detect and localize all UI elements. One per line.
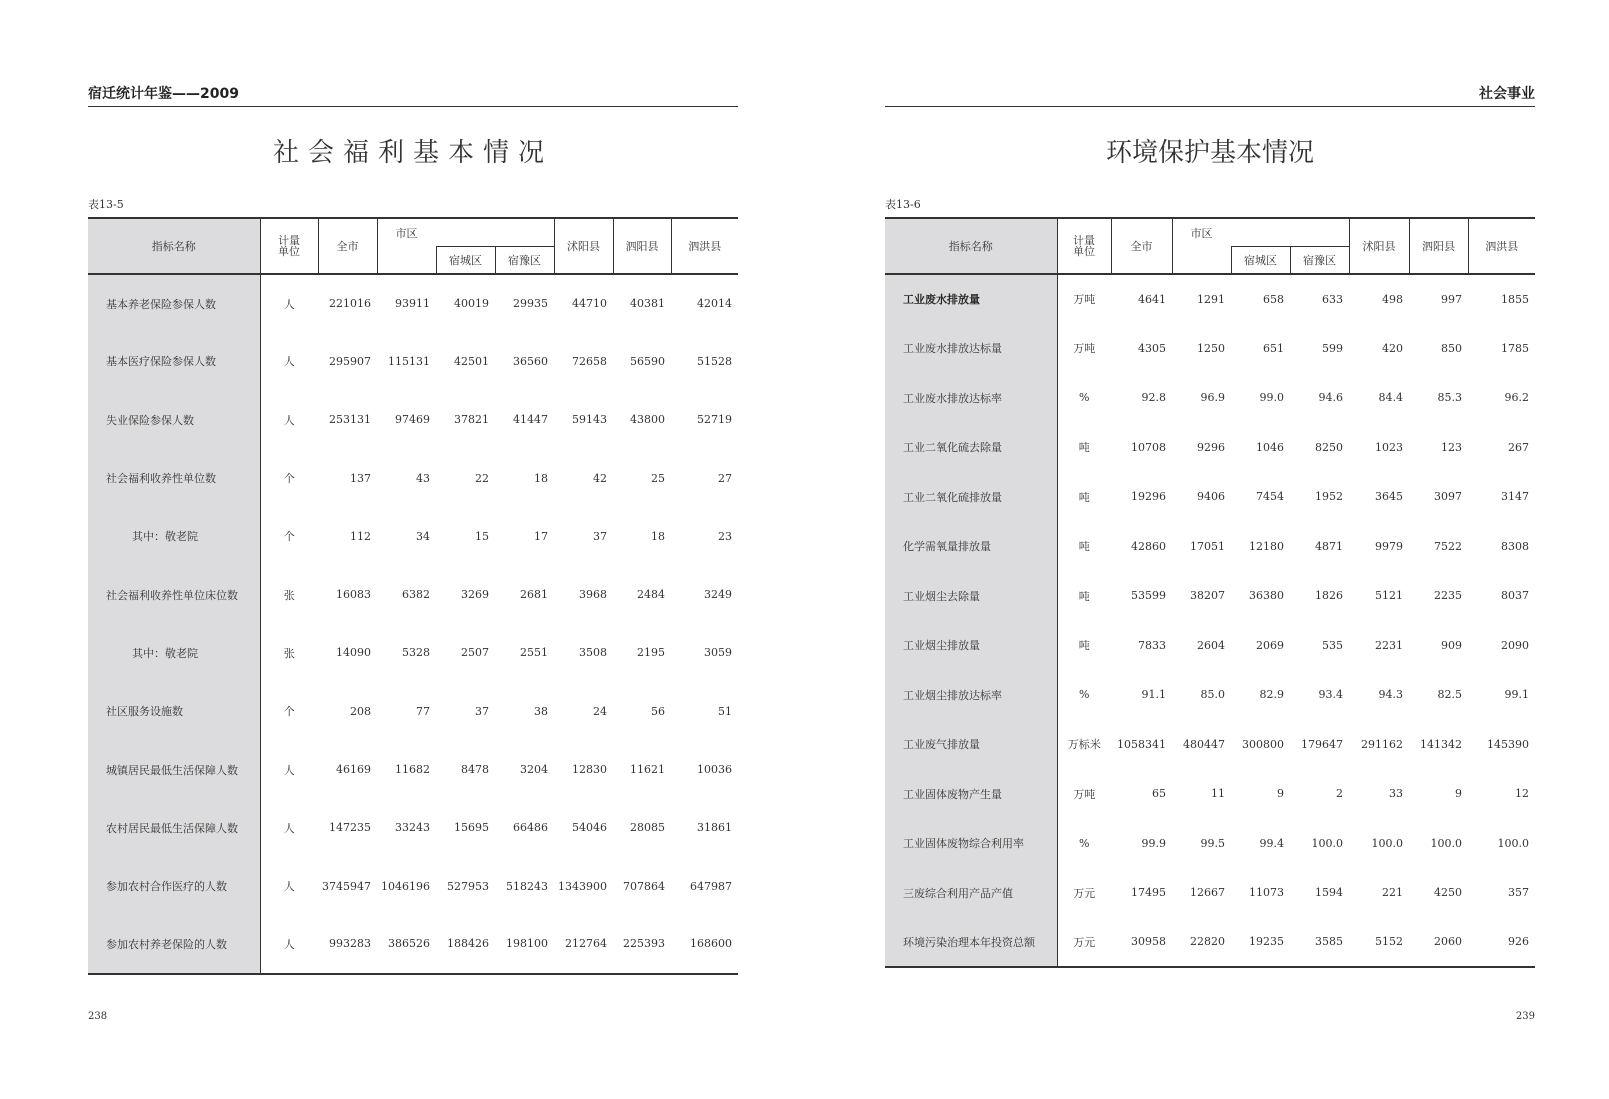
row-value-cell: 1250 bbox=[1197, 341, 1225, 355]
row-indicator-name: 社会福利收养性单位数 bbox=[88, 449, 260, 507]
row-value-cell: 12830 bbox=[572, 763, 607, 777]
table-row bbox=[885, 819, 1535, 869]
table-row bbox=[88, 449, 738, 507]
row-value-cell: 141342 bbox=[1420, 737, 1462, 751]
row-value-cell: 291162 bbox=[1361, 737, 1403, 751]
row-value-cell: 38 bbox=[534, 704, 548, 718]
row-value-cell: 4250 bbox=[1434, 886, 1462, 900]
row-value-cell: 42501 bbox=[454, 354, 489, 368]
row-value-cell: 12 bbox=[1515, 787, 1529, 801]
row-value-cell: 850 bbox=[1441, 341, 1462, 355]
row-indicator-name: 工业二氧化硫去除量 bbox=[885, 423, 1057, 473]
row-value-cell: 41447 bbox=[513, 413, 548, 427]
row-value-cell: 56590 bbox=[630, 354, 665, 368]
row-value-cell: 647987 bbox=[690, 879, 732, 893]
row-value-cell: 2231 bbox=[1375, 638, 1403, 652]
row-value-cell: 37 bbox=[593, 529, 607, 543]
row-value-cell: 3585 bbox=[1315, 935, 1343, 949]
table-row bbox=[885, 720, 1535, 770]
header-siyang: 泗阳县 bbox=[1409, 218, 1468, 274]
row-indicator-name: 失业保险参保人数 bbox=[88, 391, 260, 449]
row-value-cell: 2235 bbox=[1434, 589, 1462, 603]
row-value-cell: 10708 bbox=[1131, 440, 1166, 454]
page-number: 239 bbox=[1515, 1011, 1535, 1022]
row-value-cell: 100.0 bbox=[1430, 836, 1462, 850]
row-value-cell: 5152 bbox=[1375, 935, 1403, 949]
row-value-cell: 1023 bbox=[1375, 440, 1403, 454]
row-value-cell: 707864 bbox=[623, 879, 665, 893]
row-value-cell: 33 bbox=[1389, 787, 1403, 801]
row-indicator-name: 社区服务设施数 bbox=[88, 682, 260, 740]
row-value-cell: 909 bbox=[1441, 638, 1462, 652]
row-value-cell: 15 bbox=[475, 529, 489, 543]
row-value-cell: 2 bbox=[1336, 787, 1343, 801]
row-value-cell: 100.0 bbox=[1371, 836, 1403, 850]
row-indicator-name: 工业废水排放达标量 bbox=[885, 324, 1057, 374]
row-unit: 张 bbox=[283, 588, 295, 602]
row-value-cell: 633 bbox=[1322, 292, 1343, 306]
row-value-cell: 93.4 bbox=[1318, 688, 1343, 702]
table-row bbox=[885, 274, 1535, 324]
row-unit: 吨 bbox=[1078, 490, 1090, 504]
row-indicator-name: 工业烟尘排放量 bbox=[885, 621, 1057, 671]
row-value-cell: 40381 bbox=[630, 297, 665, 311]
row-value-cell: 3269 bbox=[461, 588, 489, 602]
row-value-cell: 2484 bbox=[637, 588, 665, 602]
row-value-cell: 28085 bbox=[630, 821, 665, 835]
header-sihong: 泗洪县 bbox=[1468, 218, 1535, 274]
row-value-cell: 2507 bbox=[461, 646, 489, 660]
row-value-cell: 97469 bbox=[395, 413, 430, 427]
row-value-cell: 92.8 bbox=[1141, 391, 1166, 405]
table-row bbox=[885, 522, 1535, 572]
row-value-cell: 420 bbox=[1382, 341, 1403, 355]
row-value-cell: 9 bbox=[1455, 787, 1462, 801]
row-value-cell: 27 bbox=[718, 471, 732, 485]
page-number: 238 bbox=[88, 1011, 108, 1022]
row-value-cell: 65 bbox=[1152, 787, 1166, 801]
row-value-cell: 22820 bbox=[1190, 935, 1225, 949]
header-city: 全市 bbox=[318, 218, 377, 274]
row-value-cell: 23 bbox=[718, 529, 732, 543]
row-value-cell: 1291 bbox=[1197, 292, 1225, 306]
table-row bbox=[88, 799, 738, 857]
row-value-cell: 179647 bbox=[1301, 737, 1343, 751]
table-row bbox=[885, 868, 1535, 918]
row-unit: 万吨 bbox=[1073, 342, 1096, 356]
row-value-cell: 1046196 bbox=[381, 879, 430, 893]
row-value-cell: 4641 bbox=[1138, 292, 1166, 306]
row-value-cell: 9406 bbox=[1197, 490, 1225, 504]
row-value-cell: 2060 bbox=[1434, 935, 1462, 949]
row-unit: 人 bbox=[283, 297, 295, 311]
row-value-cell: 2681 bbox=[520, 588, 548, 602]
row-value-cell: 99.1 bbox=[1504, 688, 1529, 702]
row-value-cell: 30958 bbox=[1131, 935, 1166, 949]
row-value-cell: 24 bbox=[593, 704, 607, 718]
running-head-left bbox=[88, 86, 738, 107]
table-row bbox=[885, 571, 1535, 621]
row-unit: 人 bbox=[283, 413, 295, 427]
row-value-cell: 46169 bbox=[336, 763, 371, 777]
row-indicator-name: 农村居民最低生活保障人数 bbox=[88, 799, 260, 857]
header-siyang: 泗阳县 bbox=[613, 218, 671, 274]
row-value-cell: 54046 bbox=[572, 821, 607, 835]
row-value-cell: 85.3 bbox=[1437, 391, 1462, 405]
running-head-right bbox=[885, 86, 1535, 107]
header-district-blank bbox=[377, 246, 436, 274]
row-indicator-name: 工业废水排放达标率 bbox=[885, 373, 1057, 423]
table-row bbox=[88, 857, 738, 915]
row-value-cell: 22 bbox=[475, 471, 489, 485]
row-unit: 万吨 bbox=[1073, 787, 1096, 801]
row-value-cell: 123 bbox=[1441, 440, 1462, 454]
header-sucheng: 宿城区 bbox=[1231, 246, 1290, 274]
header-unit: 计量单位 bbox=[260, 218, 318, 274]
row-value-cell: 518243 bbox=[506, 879, 548, 893]
row-value-cell: 1826 bbox=[1315, 589, 1343, 603]
row-unit: 吨 bbox=[1078, 540, 1090, 554]
row-value-cell: 52719 bbox=[697, 413, 732, 427]
row-value-cell: 14090 bbox=[336, 646, 371, 660]
row-value-cell: 535 bbox=[1322, 638, 1343, 652]
row-value-cell: 651 bbox=[1263, 341, 1284, 355]
row-value-cell: 40019 bbox=[454, 297, 489, 311]
table-row bbox=[885, 423, 1535, 473]
row-indicator-name: 工业固体废物产生量 bbox=[885, 769, 1057, 819]
row-value-cell: 33243 bbox=[395, 821, 430, 835]
row-indicator-name: 参加农村合作医疗的人数 bbox=[88, 857, 260, 915]
row-value-cell: 18 bbox=[651, 529, 665, 543]
row-unit: 万吨 bbox=[1073, 293, 1096, 307]
row-value-cell: 17 bbox=[534, 529, 548, 543]
row-value-cell: 91.1 bbox=[1141, 688, 1166, 702]
row-value-cell: 94.6 bbox=[1318, 391, 1343, 405]
row-value-cell: 99.4 bbox=[1259, 836, 1284, 850]
row-value-cell: 11 bbox=[1211, 787, 1225, 801]
row-value-cell: 3249 bbox=[704, 588, 732, 602]
row-value-cell: 4305 bbox=[1138, 341, 1166, 355]
row-value-cell: 295907 bbox=[329, 354, 371, 368]
row-value-cell: 498 bbox=[1382, 292, 1403, 306]
row-indicator-name: 城镇居民最低生活保障人数 bbox=[88, 740, 260, 798]
row-value-cell: 1952 bbox=[1315, 490, 1343, 504]
row-value-cell: 29935 bbox=[513, 297, 548, 311]
header-district-span bbox=[436, 218, 554, 246]
row-value-cell: 8250 bbox=[1315, 440, 1343, 454]
row-value-cell: 17495 bbox=[1131, 886, 1166, 900]
row-unit: 万元 bbox=[1073, 886, 1096, 900]
table-row bbox=[88, 332, 738, 390]
header-district-blank bbox=[1172, 246, 1231, 274]
yearbook-title: 宿迁统计年鉴——2009 bbox=[88, 86, 239, 102]
row-value-cell: 2090 bbox=[1501, 638, 1529, 652]
row-unit: % bbox=[1079, 836, 1090, 850]
row-value-cell: 19235 bbox=[1249, 935, 1284, 949]
row-value-cell: 1343900 bbox=[558, 879, 607, 893]
row-value-cell: 82.5 bbox=[1437, 688, 1462, 702]
row-unit: % bbox=[1079, 688, 1090, 702]
row-unit: 万标米 bbox=[1067, 738, 1101, 752]
row-value-cell: 56 bbox=[651, 704, 665, 718]
row-value-cell: 100.0 bbox=[1311, 836, 1343, 850]
row-value-cell: 2604 bbox=[1197, 638, 1225, 652]
row-value-cell: 19296 bbox=[1131, 490, 1166, 504]
row-unit: 张 bbox=[283, 646, 295, 660]
row-value-cell: 7454 bbox=[1256, 490, 1284, 504]
left-page bbox=[88, 0, 738, 1099]
row-indicator-name: 工业废气排放量 bbox=[885, 720, 1057, 770]
row-value-cell: 34 bbox=[416, 529, 430, 543]
row-value-cell: 11682 bbox=[395, 763, 430, 777]
row-value-cell: 2551 bbox=[520, 646, 548, 660]
row-value-cell: 42 bbox=[593, 471, 607, 485]
header-district: 市区 bbox=[377, 218, 436, 246]
row-value-cell: 11621 bbox=[630, 763, 665, 777]
row-value-cell: 6382 bbox=[402, 588, 430, 602]
row-value-cell: 9296 bbox=[1197, 440, 1225, 454]
header-sucheng: 宿城区 bbox=[436, 246, 495, 274]
row-value-cell: 51528 bbox=[697, 354, 732, 368]
row-value-cell: 212764 bbox=[565, 937, 607, 951]
row-value-cell: 38207 bbox=[1190, 589, 1225, 603]
row-unit: 吨 bbox=[1078, 639, 1090, 653]
row-value-cell: 51 bbox=[718, 704, 732, 718]
row-value-cell: 84.4 bbox=[1378, 391, 1403, 405]
row-value-cell: 168600 bbox=[690, 937, 732, 951]
row-unit: % bbox=[1079, 391, 1090, 405]
header-shuyang: 沭阳县 bbox=[554, 218, 613, 274]
row-indicator-name: 三废综合利用产品产值 bbox=[885, 868, 1057, 918]
row-indicator-name: 工业烟尘排放达标率 bbox=[885, 670, 1057, 720]
row-indicator-name: 工业二氧化硫排放量 bbox=[885, 472, 1057, 522]
row-value-cell: 72658 bbox=[572, 354, 607, 368]
row-value-cell: 11073 bbox=[1249, 886, 1284, 900]
row-unit: 个 bbox=[283, 705, 295, 719]
row-value-cell: 5328 bbox=[402, 646, 430, 660]
row-indicator-name: 工业烟尘去除量 bbox=[885, 571, 1057, 621]
header-suyu: 宿豫区 bbox=[1290, 246, 1349, 274]
row-value-cell: 44710 bbox=[572, 297, 607, 311]
row-value-cell: 112 bbox=[350, 529, 371, 543]
row-value-cell: 386526 bbox=[388, 937, 430, 951]
row-value-cell: 37821 bbox=[454, 413, 489, 427]
row-value-cell: 1855 bbox=[1501, 292, 1529, 306]
table-row bbox=[88, 507, 738, 565]
row-value-cell: 253131 bbox=[329, 413, 371, 427]
row-value-cell: 267 bbox=[1508, 440, 1529, 454]
row-value-cell: 221016 bbox=[329, 297, 371, 311]
row-value-cell: 66486 bbox=[513, 821, 548, 835]
row-indicator-name: 其中：敬老院 bbox=[88, 507, 260, 565]
table-row bbox=[88, 565, 738, 623]
header-sihong: 泗洪县 bbox=[671, 218, 738, 274]
header-indicator-name: 指标名称 bbox=[88, 218, 260, 274]
row-value-cell: 3645 bbox=[1375, 490, 1403, 504]
row-value-cell: 82.9 bbox=[1259, 688, 1284, 702]
row-value-cell: 43 bbox=[416, 471, 430, 485]
table-row bbox=[885, 670, 1535, 720]
environment-protection-table bbox=[885, 217, 1535, 968]
table-row bbox=[88, 274, 738, 332]
row-value-cell: 31861 bbox=[697, 821, 732, 835]
header-suyu: 宿豫区 bbox=[495, 246, 554, 274]
table-row bbox=[88, 391, 738, 449]
row-unit: 人 bbox=[283, 355, 295, 369]
chapter-title: 社会事业 bbox=[1479, 86, 1535, 102]
row-value-cell: 115131 bbox=[388, 354, 430, 368]
row-value-cell: 3508 bbox=[579, 646, 607, 660]
row-value-cell: 85.0 bbox=[1200, 688, 1225, 702]
row-indicator-name: 基本医疗保险参保人数 bbox=[88, 332, 260, 390]
table-number: 表13-6 bbox=[885, 198, 921, 211]
row-unit: 个 bbox=[283, 472, 295, 486]
row-value-cell: 1594 bbox=[1315, 886, 1343, 900]
row-unit: 吨 bbox=[1078, 589, 1090, 603]
row-unit: 个 bbox=[283, 530, 295, 544]
table-row bbox=[88, 624, 738, 682]
row-indicator-name: 基本养老保险参保人数 bbox=[88, 274, 260, 332]
row-value-cell: 1058341 bbox=[1117, 737, 1166, 751]
row-value-cell: 8308 bbox=[1501, 539, 1529, 553]
row-value-cell: 3147 bbox=[1501, 490, 1529, 504]
table-row bbox=[885, 769, 1535, 819]
row-indicator-name: 工业废水排放量 bbox=[885, 274, 1057, 324]
table-row bbox=[88, 740, 738, 798]
row-value-cell: 36560 bbox=[513, 354, 548, 368]
page-title: 环境保护基本情况 bbox=[1105, 138, 1314, 168]
table-row bbox=[885, 373, 1535, 423]
row-value-cell: 9979 bbox=[1375, 539, 1403, 553]
row-value-cell: 300800 bbox=[1242, 737, 1284, 751]
row-value-cell: 145390 bbox=[1487, 737, 1529, 751]
row-indicator-name: 化学需氧量排放量 bbox=[885, 522, 1057, 572]
row-value-cell: 137 bbox=[350, 471, 371, 485]
table-row bbox=[885, 621, 1535, 671]
row-value-cell: 357 bbox=[1508, 886, 1529, 900]
row-value-cell: 77 bbox=[416, 704, 430, 718]
table-row bbox=[885, 472, 1535, 522]
row-value-cell: 16083 bbox=[336, 588, 371, 602]
row-value-cell: 221 bbox=[1382, 886, 1403, 900]
row-value-cell: 15695 bbox=[454, 821, 489, 835]
table-row bbox=[88, 682, 738, 740]
row-value-cell: 1046 bbox=[1256, 440, 1284, 454]
row-value-cell: 7522 bbox=[1434, 539, 1462, 553]
row-value-cell: 2069 bbox=[1256, 638, 1284, 652]
row-value-cell: 4871 bbox=[1315, 539, 1343, 553]
row-value-cell: 147235 bbox=[329, 821, 371, 835]
row-value-cell: 225393 bbox=[623, 937, 665, 951]
row-unit: 万元 bbox=[1073, 935, 1096, 949]
table-row bbox=[885, 918, 1535, 968]
row-unit: 人 bbox=[283, 763, 295, 777]
row-value-cell: 997 bbox=[1441, 292, 1462, 306]
row-value-cell: 208 bbox=[350, 704, 371, 718]
header-shuyang: 沭阳县 bbox=[1349, 218, 1409, 274]
table-row bbox=[88, 915, 738, 973]
table-row bbox=[885, 324, 1535, 374]
right-page bbox=[885, 0, 1535, 1099]
row-value-cell: 53599 bbox=[1131, 589, 1166, 603]
row-value-cell: 3097 bbox=[1434, 490, 1462, 504]
row-value-cell: 5121 bbox=[1375, 589, 1403, 603]
row-value-cell: 59143 bbox=[572, 413, 607, 427]
row-value-cell: 658 bbox=[1263, 292, 1284, 306]
row-value-cell: 12180 bbox=[1249, 539, 1284, 553]
row-value-cell: 17051 bbox=[1190, 539, 1225, 553]
row-value-cell: 99.0 bbox=[1259, 391, 1284, 405]
row-value-cell: 480447 bbox=[1183, 737, 1225, 751]
row-value-cell: 96.2 bbox=[1504, 391, 1529, 405]
row-value-cell: 18 bbox=[534, 471, 548, 485]
row-value-cell: 8478 bbox=[461, 763, 489, 777]
row-value-cell: 43800 bbox=[630, 413, 665, 427]
row-indicator-name: 环境污染治理本年投资总额 bbox=[885, 918, 1057, 968]
row-value-cell: 37 bbox=[475, 704, 489, 718]
table-number: 表13-5 bbox=[88, 198, 124, 211]
row-value-cell: 94.3 bbox=[1378, 688, 1403, 702]
row-value-cell: 100.0 bbox=[1497, 836, 1529, 850]
row-value-cell: 1785 bbox=[1501, 341, 1529, 355]
row-value-cell: 12667 bbox=[1190, 886, 1225, 900]
row-value-cell: 926 bbox=[1508, 935, 1529, 949]
row-value-cell: 42860 bbox=[1131, 539, 1166, 553]
row-value-cell: 42014 bbox=[697, 297, 732, 311]
row-value-cell: 3204 bbox=[520, 763, 548, 777]
row-value-cell: 2195 bbox=[637, 646, 665, 660]
header-unit: 计量单位 bbox=[1057, 218, 1111, 274]
row-value-cell: 599 bbox=[1322, 341, 1343, 355]
header-city: 全市 bbox=[1111, 218, 1172, 274]
page-title: 社会福利基本情况 bbox=[272, 138, 553, 168]
header-district-span bbox=[1231, 218, 1349, 246]
row-value-cell: 99.5 bbox=[1200, 836, 1225, 850]
row-indicator-name: 参加农村养老保险的人数 bbox=[88, 915, 260, 973]
row-value-cell: 99.9 bbox=[1141, 836, 1166, 850]
row-value-cell: 93911 bbox=[395, 297, 430, 311]
row-value-cell: 25 bbox=[651, 471, 665, 485]
row-indicator-name: 工业固体废物综合利用率 bbox=[885, 819, 1057, 869]
header-district: 市区 bbox=[1172, 218, 1231, 246]
row-value-cell: 188426 bbox=[447, 937, 489, 951]
row-value-cell: 36380 bbox=[1249, 589, 1284, 603]
row-unit: 吨 bbox=[1078, 441, 1090, 455]
row-value-cell: 96.9 bbox=[1200, 391, 1225, 405]
row-value-cell: 7833 bbox=[1138, 638, 1166, 652]
row-value-cell: 10036 bbox=[697, 763, 732, 777]
row-indicator-name: 社会福利收养性单位床位数 bbox=[88, 565, 260, 623]
social-welfare-table bbox=[88, 217, 738, 975]
row-unit: 人 bbox=[283, 821, 295, 835]
row-value-cell: 993283 bbox=[329, 937, 371, 951]
header-indicator-name: 指标名称 bbox=[885, 218, 1057, 274]
row-value-cell: 3059 bbox=[704, 646, 732, 660]
row-indicator-name: 其中：敬老院 bbox=[88, 624, 260, 682]
row-value-cell: 198100 bbox=[506, 937, 548, 951]
row-value-cell: 9 bbox=[1277, 787, 1284, 801]
row-value-cell: 3745947 bbox=[322, 879, 371, 893]
row-unit: 人 bbox=[283, 937, 295, 951]
row-value-cell: 3968 bbox=[579, 588, 607, 602]
row-unit: 人 bbox=[283, 880, 295, 894]
row-value-cell: 8037 bbox=[1501, 589, 1529, 603]
row-value-cell: 527953 bbox=[447, 879, 489, 893]
